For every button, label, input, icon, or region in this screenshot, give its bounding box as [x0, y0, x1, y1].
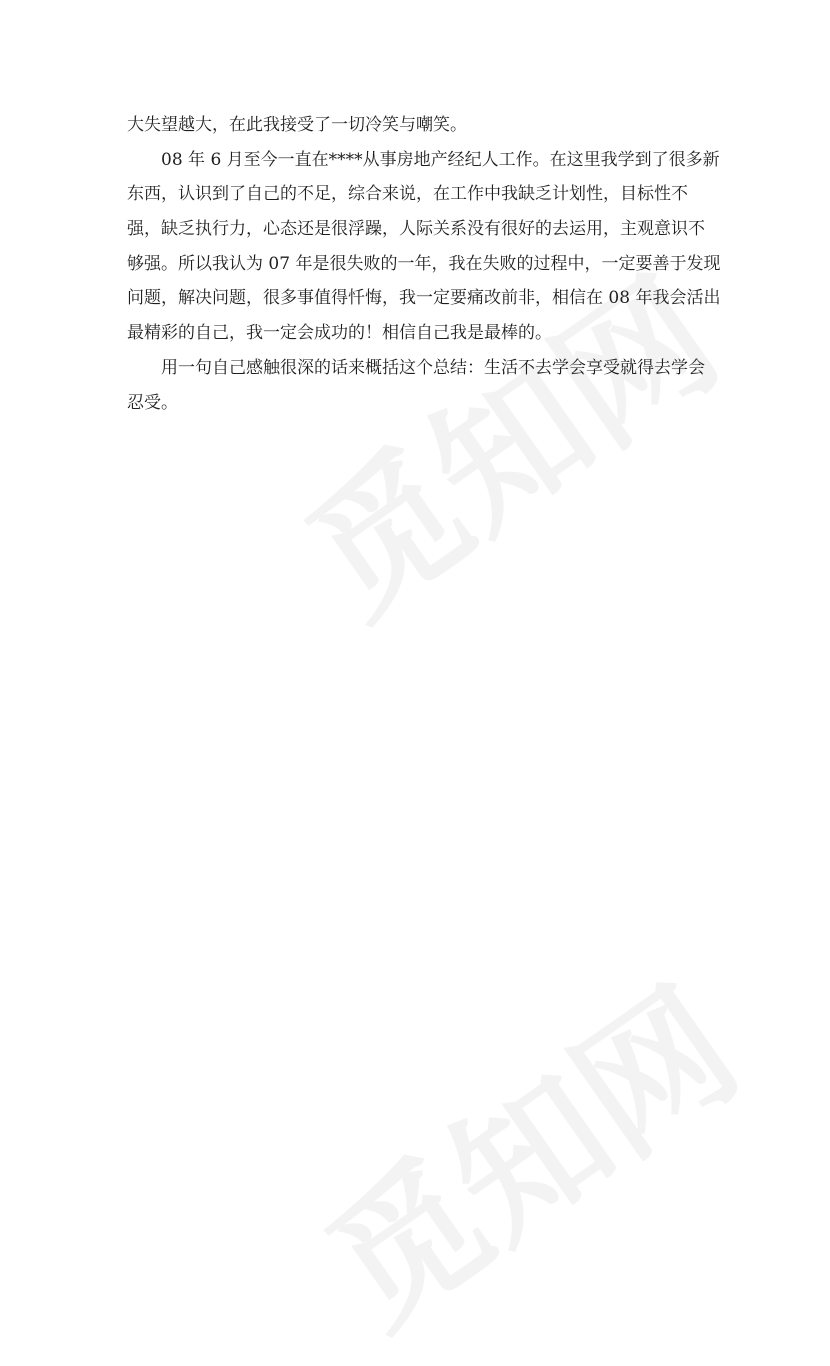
- text-line: 08 年 6 月至今一直在****从事房地产经纪人工作。在这里我学到了很多新: [161, 149, 720, 170]
- text-line: 够强。所以我认为 07 年是很失败的一年，我在失败的过程中，一定要善于发现: [127, 253, 721, 274]
- body-text: [127, 108, 721, 420]
- watermark-bottom: [279, 930, 772, 1365]
- text-line: 最精彩的自己，我一定会成功的！相信自己我是最棒的。: [127, 323, 552, 344]
- text-line: 大失望越大，在此我接受了一切冷笑与嘲笑。: [127, 115, 467, 135]
- text-line: 东西，认识到了自己的不足，综合来说，在工作中我缺乏计划性，目标性不: [127, 184, 688, 205]
- text-line: 强，缺乏执行力，心态还是很浮躁，人际关系没有很好的去运用，主观意识不: [127, 219, 705, 240]
- text-line: 问题，解决问题，很多事值得忏悔，我一定要痛改前非，相信在 08 年我会活出: [127, 288, 721, 309]
- text-line: 忍受。: [127, 392, 178, 413]
- text-line: 用一句自己感触很深的话来概括这个总结：生活不去学会享受就得去学会: [161, 357, 705, 378]
